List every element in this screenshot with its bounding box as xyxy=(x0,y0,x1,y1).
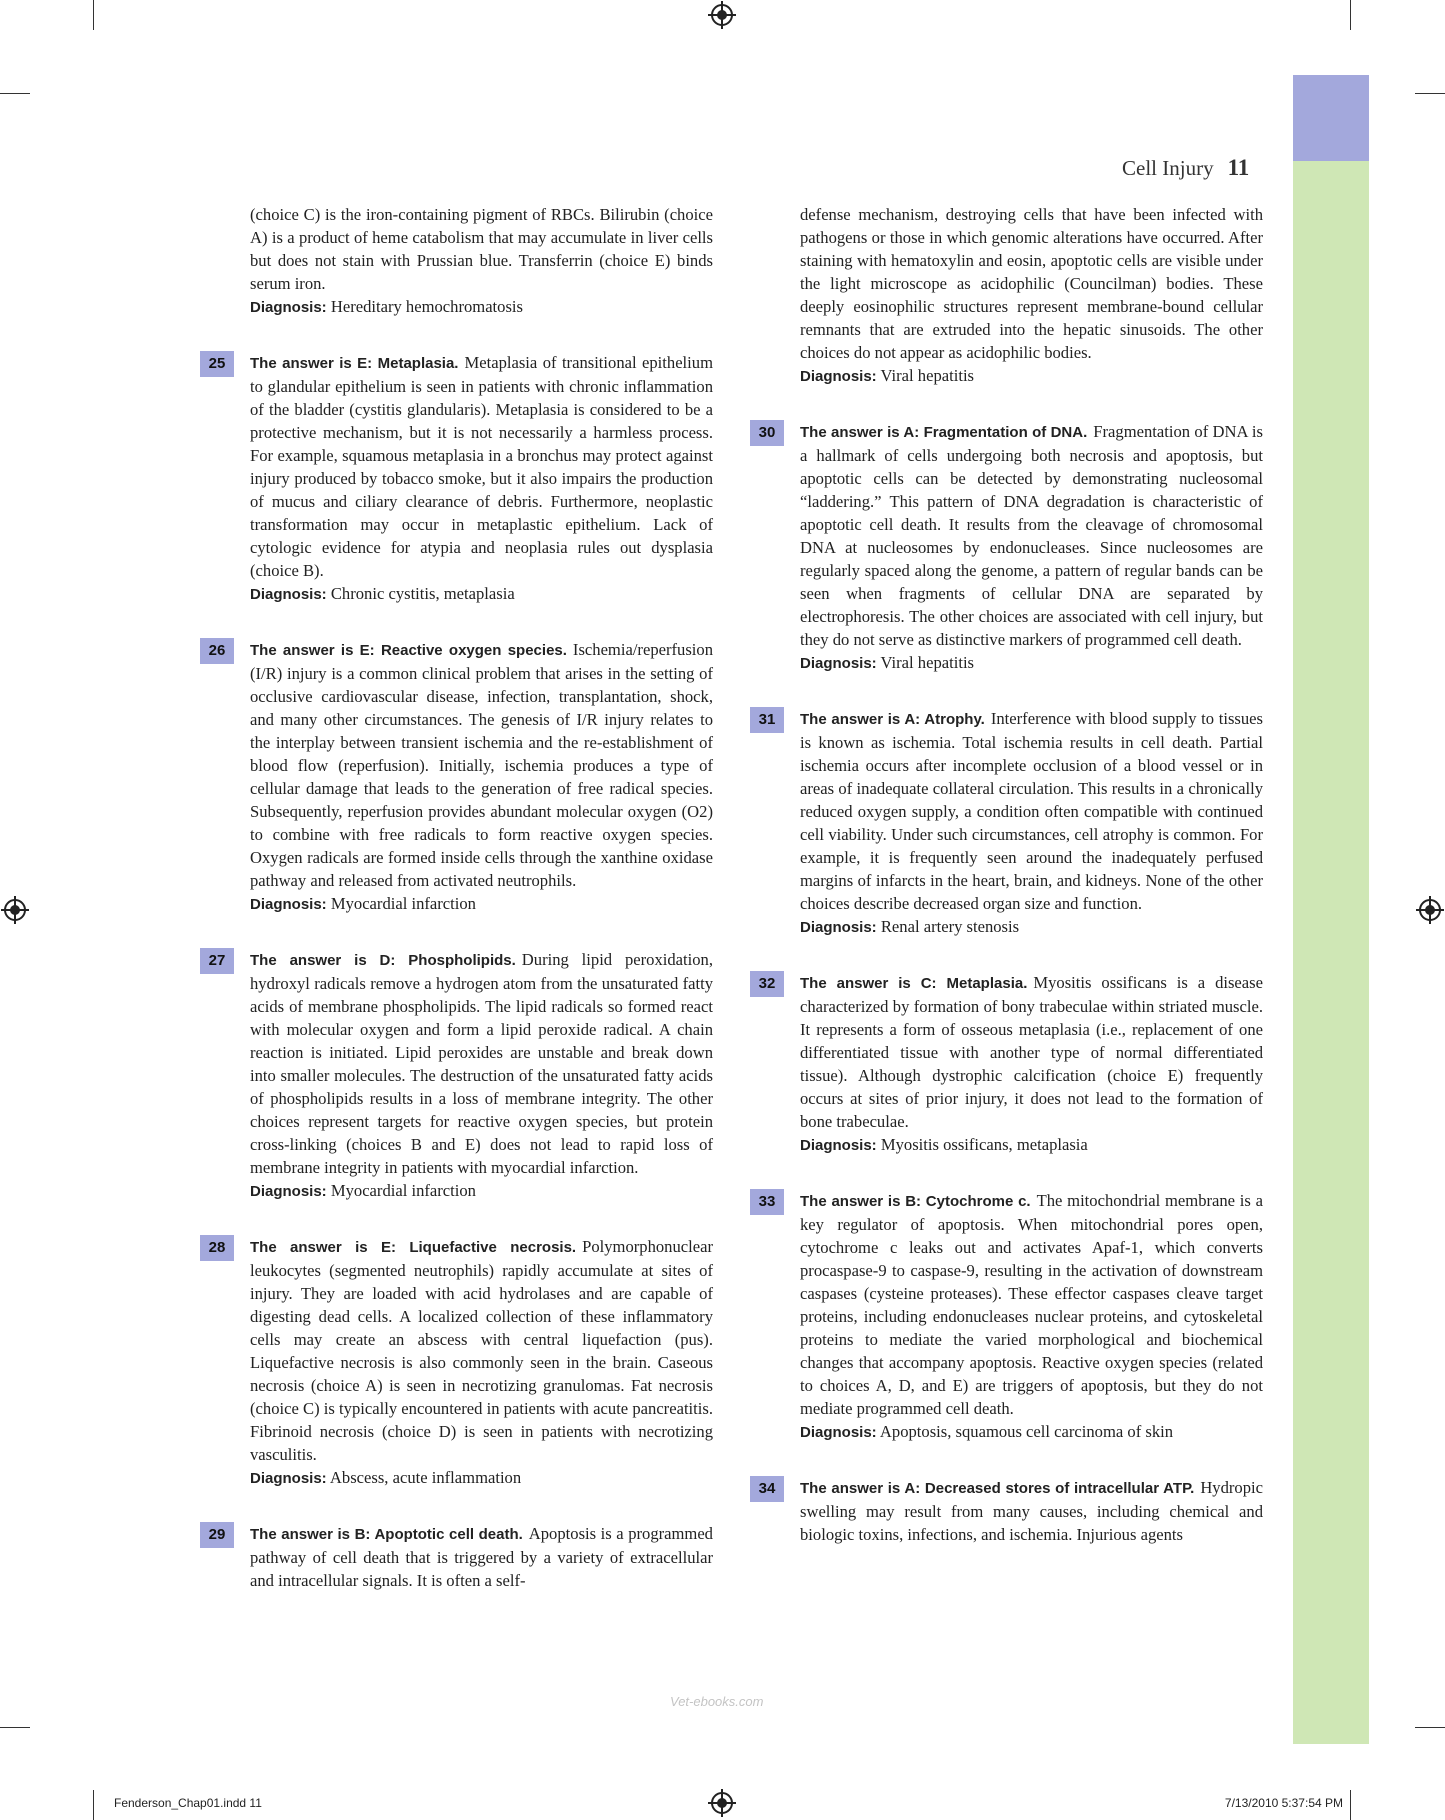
question-number: 27 xyxy=(200,948,234,974)
diagnosis-value: Myocardial infarction xyxy=(330,1181,476,1200)
answer-entry xyxy=(758,971,1263,1157)
entry-text: (choice C) is the iron-containing pigment of RBCs. Bilirubin (choice A) is a product of heme catabolism that may accumulate in liver cells but does not stain with Prussian blue. Transferrin (choice E) binds serum iron. xyxy=(250,205,713,293)
diagnosis-label: Diagnosis: xyxy=(800,368,877,385)
diagnosis xyxy=(250,892,713,916)
chapter-title: Cell Injury xyxy=(1122,156,1214,180)
entry-text: Interference with blood supply to tissues is known as ischemia. Total ischemia results in cell death. Partial ischemia occurs after incomplete occlusion of a blood vessel or in areas of inadequate collateral circulation. This results in a chronically reduced oxygen supply, a condition often compatible with continued cell viability. Under such circumstances, cell atrophy is common. For example, it is frequently seen around the inadequately perfused margins of infarcts in the heart, brain, and kidneys. None of the other choices describe decreased organ size and function. xyxy=(800,709,1264,913)
question-number: 26 xyxy=(200,638,234,664)
answer-heading: The answer is B: Cytochrome c. xyxy=(800,1193,1031,1210)
crop-mark xyxy=(93,1790,94,1820)
registration-mark-icon xyxy=(711,4,733,26)
answer-heading: The answer is A: Atrophy. xyxy=(800,711,985,728)
diagnosis-value: Myositis ossificans, metaplasia xyxy=(880,1135,1088,1154)
watermark: Vet-ebooks.com xyxy=(670,1694,764,1709)
answer-entry xyxy=(208,1235,713,1490)
answer-entry xyxy=(208,351,713,606)
answer-entry xyxy=(758,1189,1263,1444)
crop-mark xyxy=(1350,1790,1351,1820)
entry-text: defense mechanism, destroying cells that have been infected with pathogens or those in which genomic alterations have occurred. After staining with hematoxylin and eosin, apoptotic cells are visible under the light microscope as acidophilic (Councilman) bodies. These deeply eosinophilic structures represent membrane-bound cellular remnants that are extruded into the hepatic sinusoids. The other choices do not appear as acidophilic bodies. xyxy=(800,205,1263,362)
entry-text: Ischemia/reperfusion (I/R) injury is a common clinical problem that arises in the setting of occlusive cardiovascular disease, infection, transplantation, shock, and many other circumstances. The genesis of I/R injury relates to the interplay between transient ischemia and the re-establishment of blood flow (reperfusion). Initially, ischemia produces a type of cellular damage that leads to the generation of free radical species. Subsequently, reperfusion provides abundant molecular oxygen (O2) to combine with free radicals to form reactive oxygen species. Oxygen radicals are formed inside cells through the xanthine oxidase pathway and released from activated neutrophils. xyxy=(250,640,713,890)
diagnosis-value: Renal artery stenosis xyxy=(880,917,1020,936)
entry-text: Polymorphonuclear leukocytes (segmented neutrophils) rapidly accumulate at sites of injury. They are loaded with acid hydrolases and are capable of digesting dead cells. A localized collection of these inflammatory cells may create an abscess with central liquefaction (pus). Liquefactive necrosis is also commonly seen in the brain. Caseous necrosis (choice A) is seen in necrotizing granulomas. Fat necrosis (choice C) is typically encountered in patients with acute pancreatitis. Fibrinoid necrosis (choice D) is seen in patients with necrotizing vasculitis. xyxy=(250,1237,713,1464)
diagnosis-label: Diagnosis: xyxy=(250,299,327,316)
diagnosis xyxy=(250,582,713,606)
entry-text: Myositis ossificans is a disease characterized by formation of bony trabeculae within striated muscle. It represents a form of osseous metaplasia (i.e., replacement of one differentiated tissue with another type of normal differentiated tissue). Although dystrophic calcification (choice E) frequently occurs at sites of prior injury, it does not lead to the formation of bone trabeculae. xyxy=(800,973,1263,1131)
answer-entry xyxy=(758,707,1264,939)
question-number: 33 xyxy=(750,1189,784,1215)
answer-heading: The answer is B: Apoptotic cell death. xyxy=(250,1526,523,1543)
entry-text: Fragmentation of DNA is a hallmark of cells undergoing both necrosis and apoptosis, but apoptotic cells can be detected by demonstrating nucleosomal “laddering.” This pattern of DNA degradation is characteristic of apoptotic cell death. It results from the cleavage of chromosomal DNA at nucleosomes by endonucleases. Since nucleosomes are regularly spaced along the genome, a pattern of regular bands can be seen when fragments of cellular DNA are separated by electrophoresis. The other choices are associated with cell injury, but they do not serve as distinctive markers of programmed cell death. xyxy=(800,422,1263,649)
answer-heading: The answer is E: Reactive oxygen species. xyxy=(250,642,567,659)
registration-mark-icon xyxy=(1419,899,1441,921)
diagnosis-label: Diagnosis: xyxy=(250,1470,327,1487)
question-number: 34 xyxy=(750,1476,784,1502)
chapter-tab xyxy=(1293,75,1369,161)
diagnosis xyxy=(800,364,1263,388)
entry-text: During lipid peroxidation, hydroxyl radicals remove a hydrogen atom from the unsaturated fatty acids of membrane phospholipids. The lipid radicals so formed react with molecular oxygen and form a lipid peroxide radical. A chain reaction is initiated. Lipid peroxides are unstable and break down into smaller molecules. The destruction of the unsaturated fatty acids of phospholipids results in a loss of membrane integrity. The other choices represent targets for reactive oxygen species, but protein cross-linking (choices B and E) does not lead to rapid loss of membrane integrity in patients with myocardial infarction. xyxy=(250,950,714,1177)
diagnosis-label: Diagnosis: xyxy=(800,1137,877,1154)
answer-entry xyxy=(208,1522,713,1592)
crop-mark xyxy=(93,0,94,30)
diagnosis-value: Viral hepatitis xyxy=(880,653,975,672)
page-number: 11 xyxy=(1227,155,1250,180)
question-number: 31 xyxy=(750,707,784,733)
registration-mark-icon xyxy=(711,1792,733,1814)
diagnosis-value: Hereditary hemochromatosis xyxy=(330,297,523,316)
diagnosis-label: Diagnosis: xyxy=(250,1183,327,1200)
slug-date: 7/13/2010 5:37:54 PM xyxy=(1224,1796,1343,1810)
diagnosis-label: Diagnosis: xyxy=(800,1424,877,1441)
question-number: 30 xyxy=(750,420,784,446)
question-number: 32 xyxy=(750,971,784,997)
answer-heading: The answer is A: Decreased stores of intracellular ATP. xyxy=(800,1480,1195,1497)
answer-heading: The answer is D: Phospholipids. xyxy=(250,952,516,969)
diagnosis xyxy=(800,1133,1263,1157)
crop-mark xyxy=(1415,93,1445,94)
answer-entry xyxy=(758,1476,1263,1546)
diagnosis-value: Myocardial infarction xyxy=(330,894,476,913)
diagnosis-value: Abscess, acute inflammation xyxy=(329,1468,522,1487)
diagnosis-value: Viral hepatitis xyxy=(880,366,975,385)
entry-text: The mitochondrial membrane is a key regulator of apoptosis. When mitochondrial pores open, cytochrome c leaks out and activates Apaf-1, which converts procaspase-9 to caspase-9, resulting in the activation of downstream caspases (cysteine proteases). These effector caspases cleave target proteins, including endonucleases nuclear proteins, and cytoskeletal proteins to mediate the varied morphological and biochemical changes that accompany apoptosis. Reactive oxygen species (related to choices A, D, and E) are triggers of apoptosis, but they do not mediate programmed cell death. xyxy=(800,1191,1263,1418)
continued-entry xyxy=(250,203,713,319)
entry-text: Metaplasia of transitional epithelium to glandular epithelium is seen in patients with chronic inflammation of the bladder (cystitis glandularis). Metaplasia is considered to be a protective mechanism, but it is not necessarily a harmless process. For example, squamous metaplasia in a bronchus may protect against injury produced by tobacco smoke, but it also impairs the production of mucus and ciliary clearance of debris. Furthermore, neoplastic transformation may occur in metaplastic epithelium. Lack of cytologic evidence for atypia and neoplasia rules out dysplasia (choice B). xyxy=(250,353,713,580)
question-number: 28 xyxy=(200,1235,234,1261)
answer-entry xyxy=(758,420,1263,675)
diagnosis-value: Apoptosis, squamous cell carcinoma of skin xyxy=(879,1422,1174,1441)
continued-entry xyxy=(800,203,1263,388)
question-number: 29 xyxy=(200,1522,234,1548)
answer-heading: The answer is E: Metaplasia. xyxy=(250,355,459,372)
side-bar xyxy=(1293,161,1369,1744)
answer-heading: The answer is C: Metaplasia. xyxy=(800,975,1028,992)
entry-text: Apoptosis is a programmed pathway of cell death that is triggered by a variety of extracellular and intracellular signals. It is often a self- xyxy=(250,1524,713,1590)
diagnosis xyxy=(250,1466,713,1490)
registration-mark-icon xyxy=(4,899,26,921)
diagnosis-label: Diagnosis: xyxy=(250,586,327,603)
diagnosis-label: Diagnosis: xyxy=(800,919,877,936)
question-number: 25 xyxy=(200,351,234,377)
crop-mark xyxy=(0,93,30,94)
left-column xyxy=(208,203,714,1624)
diagnosis xyxy=(800,651,1263,675)
crop-mark xyxy=(1350,0,1351,30)
answer-entry xyxy=(208,638,713,916)
answer-heading: The answer is E: Liquefactive necrosis. xyxy=(250,1239,577,1256)
diagnosis xyxy=(250,295,713,319)
diagnosis-label: Diagnosis: xyxy=(250,896,327,913)
diagnosis-label: Diagnosis: xyxy=(800,655,877,672)
slug-file: Fenderson_Chap01.indd 11 xyxy=(114,1796,262,1810)
running-header xyxy=(1122,155,1249,181)
diagnosis-value: Chronic cystitis, metaplasia xyxy=(330,584,515,603)
crop-mark xyxy=(0,1727,30,1728)
diagnosis xyxy=(250,1179,713,1203)
diagnosis xyxy=(800,915,1263,939)
right-column xyxy=(758,203,1264,1578)
crop-mark xyxy=(1415,1727,1445,1728)
answer-heading: The answer is A: Fragmentation of DNA. xyxy=(800,424,1088,441)
entry-text: Hydropic swelling may result from many causes, including chemical and biologic toxins, infections, and ischemia. Injurious agents xyxy=(800,1478,1263,1544)
answer-entry xyxy=(208,948,714,1203)
diagnosis xyxy=(800,1420,1263,1444)
